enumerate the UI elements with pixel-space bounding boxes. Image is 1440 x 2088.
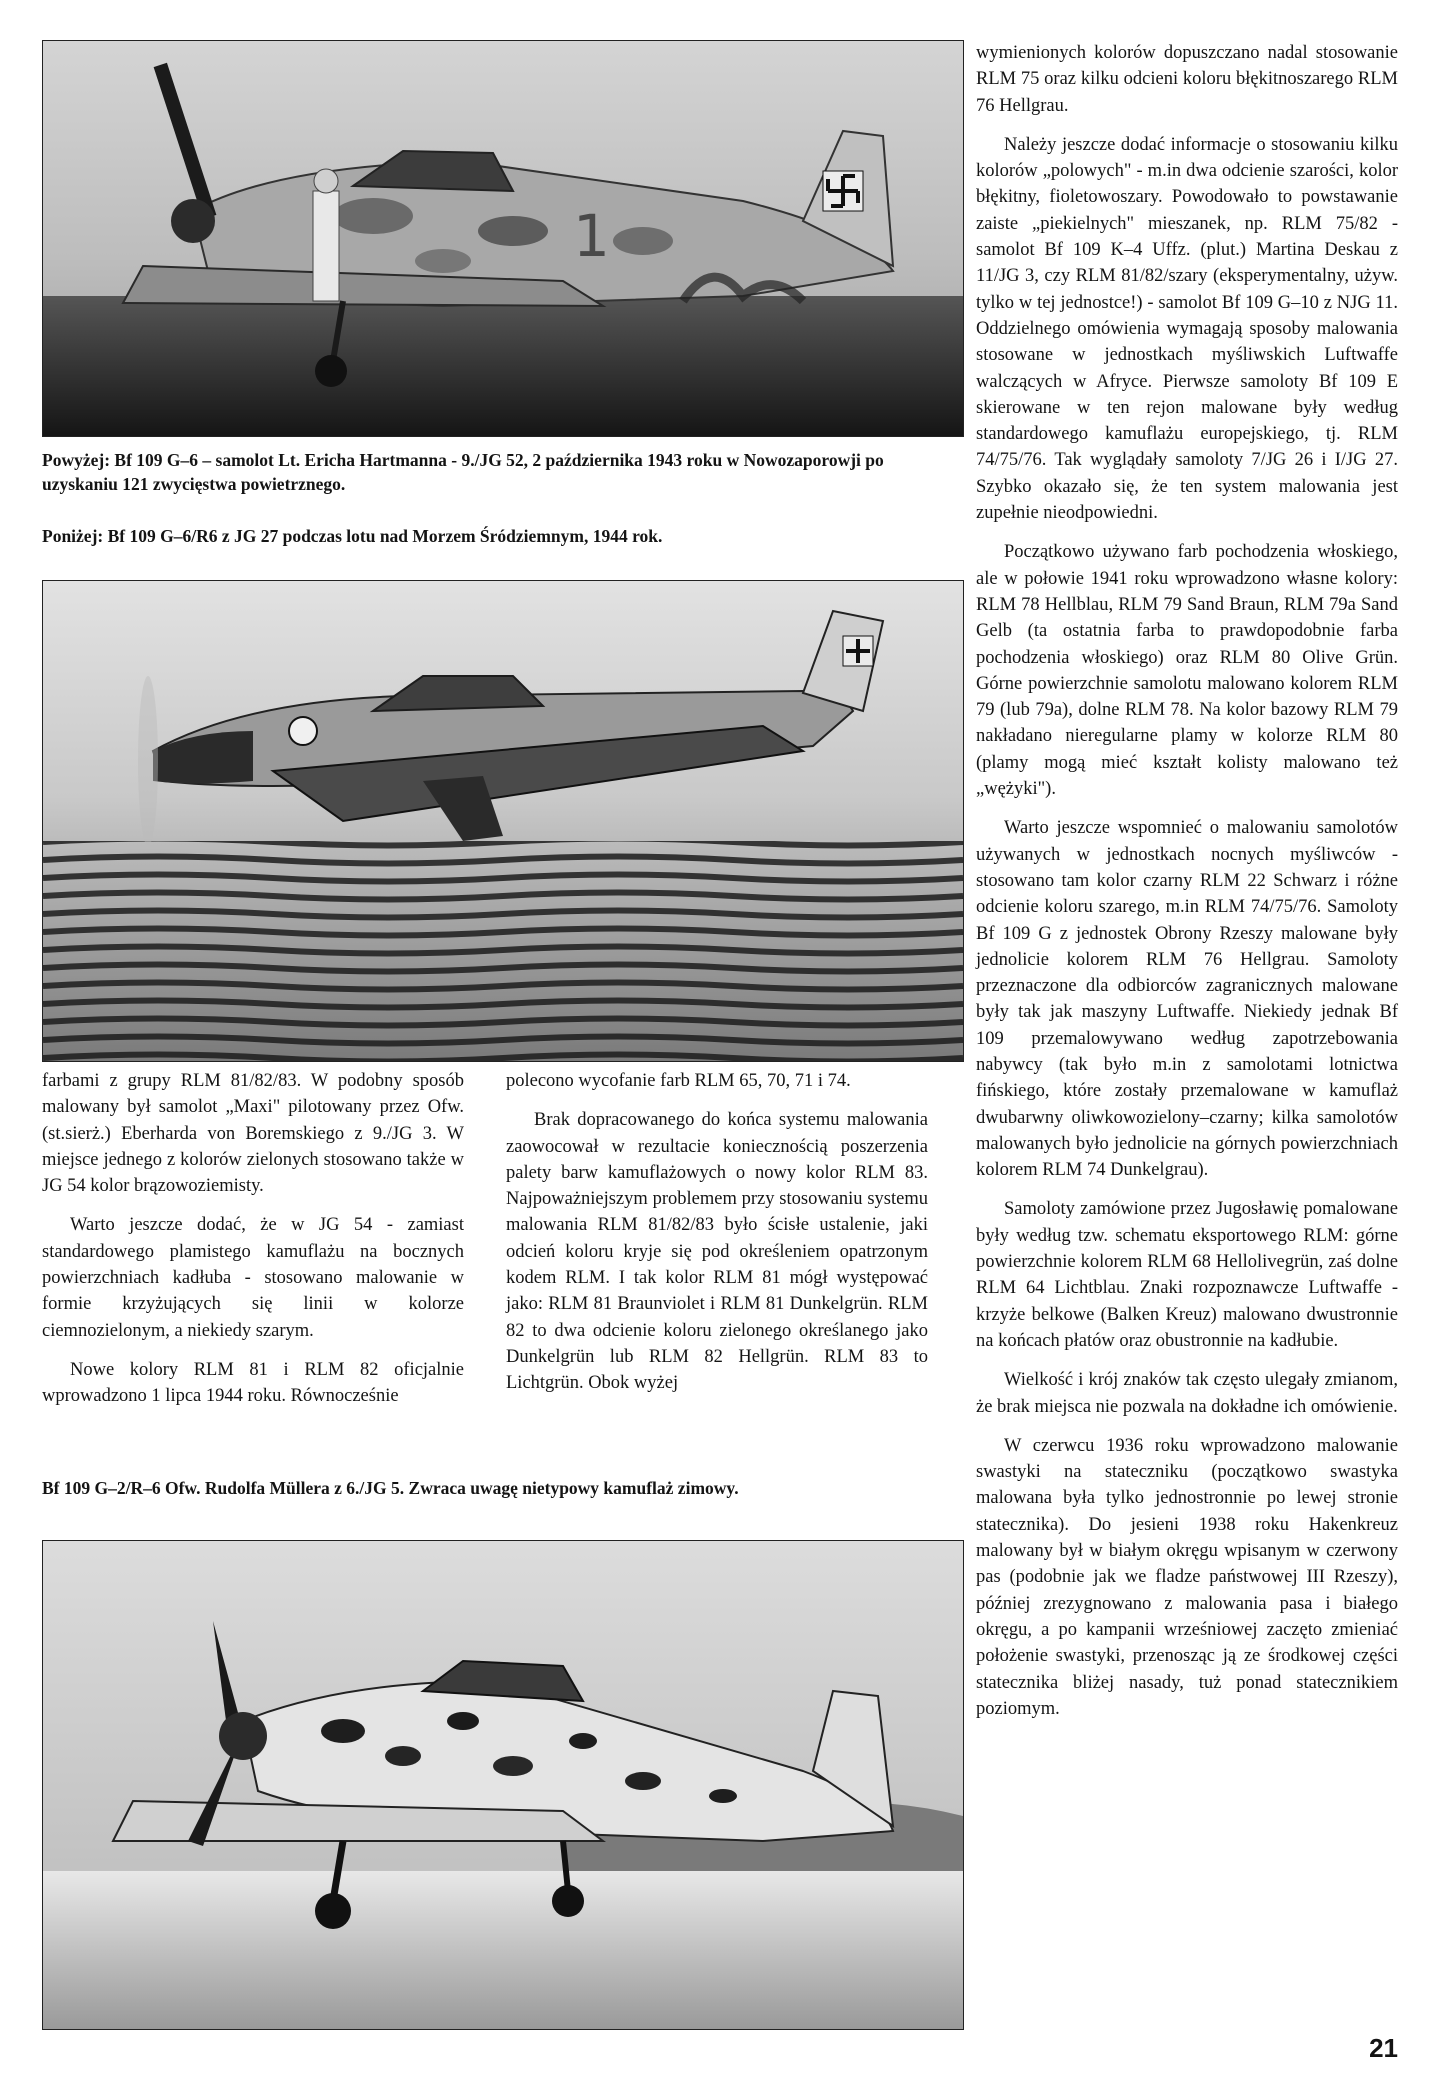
photo-top-image: [43, 41, 963, 436]
paragraph: Warto jeszcze wspomnieć o malowaniu samolotów używanych w jednostkach nocnych myśliwców - stosowano tam kolor czarny RLM 22 Schwarz i różne odcienie koloru szarego, m.in RLM 74/75/76. Samoloty Bf 109 G z jednostek Obrony Rzeszy malowane były jednolicie kolorem RLM 76 Hellgrau. Samoloty przeznaczone dla odbiorców zagranicznych malowane były tak jak maszyny Luftwaffe. Niekiedy jednak Bf 109 przemalowywano według zapotrzebowania nabywcy (tak było m.in z samolotami lotnictwa fińskiego, które zostały przemalowane w kamuflaż dwubarwny oliwkowozielony–czarny; kilka samolotów malowanych było jednolicie na górnych powierzchniach kolorem RLM 74 Dunkelgrau).: [976, 818, 1398, 1181]
photo-middle-image: [43, 581, 963, 1061]
paragraph: Wielkość i krój znaków tak często ulegały zmianom, że brak miejsca nie pozwala na dokładne ich omówienie.: [976, 1370, 1398, 1417]
photo-bottom-image: [43, 1541, 963, 2029]
photo-middle-bf109-in-flight: [42, 580, 964, 1062]
text-column-left: [42, 1068, 464, 1423]
caption-top: Powyżej: Bf 109 G–6 – samolot Lt. Ericha Hartmanna - 9./JG 52, 2 października 1943 roku w Nowozaporowji po uzyskaniu 121 zwycięstwa powietrznego.: [42, 450, 884, 494]
paragraph: polecono wycofanie farb RLM 65, 70, 71 i 74.: [506, 1071, 851, 1091]
paragraph: wymienionych kolorów dopuszczano nadal stosowanie RLM 75 oraz kilku odcieni koloru błękitnoszarego RLM 76 Hellgrau.: [976, 43, 1398, 116]
paragraph: farbami z grupy RLM 81/82/83. W podobny sposób malowany był samolot „Maxi" pilotowany przez Ofw. (st.sierż.) Eberharda von Boremskiego z 9./JG 3. W miejsce jednego z kolorów zielonych stosowano także w JG 54 kolor brązowoziemisty.: [42, 1071, 464, 1197]
svg-text:1: 1: [573, 202, 610, 270]
paragraph: Początkowo używano farb pochodzenia włoskiego, ale w połowie 1941 roku wprowadzono własne kolory: RLM 78 Hellblau, RLM 79 Sand Braun, RLM 79a Sand Gelb (ta ostatnia farba to prawdopodobnie farba pochodzenia włoskiego) oraz RLM 80 Olive Grün. Górne powierzchnie samolotu malowano kolorem RLM 79 (lub 79a), dolne RLM 78. Na kolor bazowy RLM 79 nakładano nieregularne plamy w kolorze RLM 80 (plamy mogą mieć kształt kolisty malowano też „wężyki").: [976, 542, 1398, 800]
paragraph: Warto jeszcze dodać, że w JG 54 - zamiast standardowego plamistego kamuflażu na bocznych powierzchniach kadłuba - stosowano malowanie w formie krzyżujących się linii w kolorze ciemnozielonym, a niekiedy szarym.: [42, 1215, 464, 1341]
paragraph: Nowe kolory RLM 81 i RLM 82 oficjalnie wprowadzono 1 lipca 1944 roku. Równocześnie: [42, 1359, 464, 1407]
paragraph: Brak dopracowanego do końca systemu malowania zaowocował w rezultacie koniecznością poszerzenia palety barw kamuflażowych o nowy kolor RLM 83. Najpoważniejszym problemem przy stosowaniu systemu malowania RLM 81/82/83 było ścisłe ustalenie, jaki odcień koloru kryje się pod określeniem opatrzonym kodem RLM. I tak kolor RLM 81 mógł występować jako: RLM 81 Braunviolet i RLM 81 Dunkelgrün. RLM 82 to dwa odcienie koloru zielonego określanego jako Dunkelgrün lub RLM 82 Hellgrün. RLM 83 to Lichtgrün. Obok wyżej: [506, 1110, 928, 1394]
paragraph: Samoloty zamówione przez Jugosławię pomalowane były według tzw. schematu eksportowego RLM: górne powierzchnie kolorem RLM 68 Hellolivegrün, zaś dolne RLM 64 Lichtblau. Znaki rozpoznawcze Luftwaffe - krzyże belkowe (Balken Kreuz) malowano dwustronnie na końcach płatów oraz obustronnie na kadłubie.: [976, 1199, 1398, 1351]
text-column-middle: [506, 1068, 928, 1410]
photo-top-hartmann-bf109: [42, 40, 964, 437]
photo-bottom-winter-camo-bf109: [42, 1540, 964, 2030]
page-number: 21: [1369, 2033, 1398, 2063]
caption-middle: Poniżej: Bf 109 G–6/R6 z JG 27 podczas lotu nad Morzem Śródziemnym, 1944 rok.: [42, 526, 663, 546]
text-column-right: [976, 40, 1398, 1735]
paragraph: W czerwcu 1936 roku wprowadzono malowanie swastyki na stateczniku (początkowo swastyka malowana była tylko jednostronnie po lewej stronie statecznika). Do jesieni 1938 roku Hakenkreuz malowany był w białym okręgu wpisanym w czerwony pas (podobnie jak we fladze państwowej III Rzeszy), później zrezygnowano z malowania pasa i białego okręgu, a po kampanii wrześniowej zaczęto zmieniać położenie swastyki, przenosząc ją ze środkowej części statecznika bliżej nasady, tuż ponad statecznikiem poziomym.: [976, 1435, 1398, 1719]
caption-bottom: Bf 109 G–2/R–6 Ofw. Rudolfa Müllera z 6./JG 5. Zwraca uwagę nietypowy kamuflaż zimowy.: [42, 1478, 739, 1498]
paragraph: Należy jeszcze dodać informacje o stosowaniu kilku kolorów „polowych" - m.in dwa odcienie szarości, kolor błękitny, fioletowoszary. Powodowało to powstawanie zaiste „piekielnych" mieszanek, np. RLM 75/82 - samolot Bf 109 K–4 Uffz. (plut.) Martina Deskau z 11/JG 3, czy RLM 81/82/szary (eksperymentalny, używ. tylko w tej jednostce!) - samolot Bf 109 G–10 z NJG 11. Oddzielnego omówienia wymagają sposoby malowania stosowane w jednostkach myśliwskich Luftwaffe walczących w Afryce. Pierwsze samoloty Bf 109 E skierowane w ten rejon malowane były według standardowego kamuflażu europejskiego, tj. RLM 74/75/76. Tak wyglądały samoloty 7/JG 26 i I/JG 27. Szybko okazało się, że ten system malowania jest zupełnie nieodpowiedni.: [976, 134, 1398, 524]
